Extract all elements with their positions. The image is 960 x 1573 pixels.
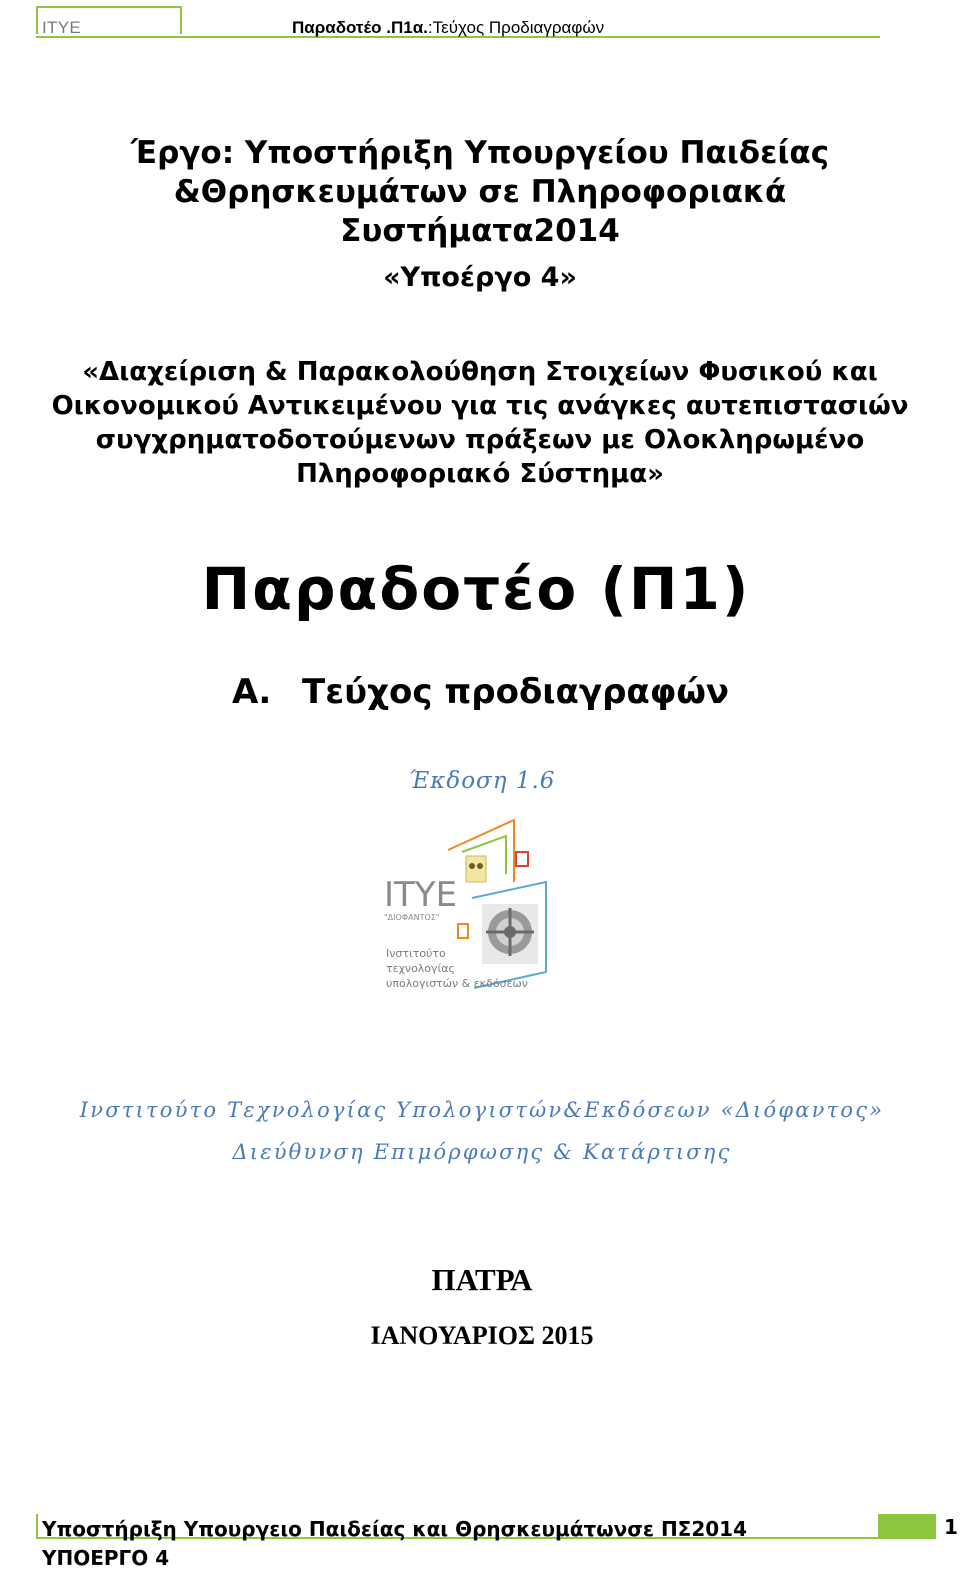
header-deliverable-code: Παραδοτέο .Π1α.	[292, 18, 428, 37]
logo-text-line: Ινστιτούτο	[386, 947, 446, 960]
logo-subname: "ΔΙΟΦΑΝΤΟΣ"	[384, 913, 440, 922]
header-deliverable-title: :Τεύχος Προδιαγραφών	[427, 18, 605, 37]
version-label: Έκδοση 1.6	[408, 768, 556, 794]
footer-accent-box	[878, 1514, 936, 1538]
footer-line: Υποστήριξη Υπουργειο Παιδείας και Θρησκευμάτωνσε ΠΣ2014	[42, 1517, 748, 1541]
deliverable-title: Παραδοτέο (Π1)	[201, 555, 751, 623]
footer-left-rule	[36, 1514, 38, 1538]
logo-text-line: υπολογιστών & εκδόσεων	[386, 977, 528, 990]
project-title-line: &Θρησκευμάτων σε Πληροφοριακά	[173, 174, 787, 210]
institute-name: Ινστιτούτο Τεχνολογίας Υπολογιστών&Εκδόσεων «Διόφαντος»	[79, 1098, 885, 1122]
project-title-line: Έργο: Υποστήριξη Υπουργείου Παιδείας	[130, 135, 830, 171]
header-left-text: ITYE	[42, 18, 81, 37]
directorate-name: Διεύθυνση Επιμόρφωσης & Κατάρτισης	[232, 1140, 732, 1164]
logo-name: ITYE	[384, 875, 458, 915]
section-heading	[232, 672, 729, 712]
project-description	[30, 355, 930, 491]
header-right-text	[292, 18, 604, 38]
place-label: ΠΑΤΡΑ	[431, 1262, 533, 1297]
footer-text	[42, 1515, 747, 1573]
section-title: Τεύχος προδιαγραφών	[302, 672, 730, 712]
subproject-title: «Υποέργο 4»	[383, 262, 577, 293]
project-description-line: «Διαχείριση & Παρακολούθηση Στοιχείων Φυσικού και	[82, 357, 878, 387]
project-description-line: Οικονομικού Αντικειμένου για τις ανάγκες αυτεπιστασιών	[51, 391, 909, 421]
project-description-line: Πληροφοριακό Σύστημα»	[296, 459, 664, 489]
date-label: ΙΑΝΟΥΑΡΙΟΣ 2015	[370, 1321, 594, 1350]
project-description-line: συγχρηματοδοτούμενων πράξεων με Ολοκληρωμένο	[95, 425, 865, 455]
page-number: 1	[944, 1515, 958, 1539]
section-letter: Α.	[232, 672, 272, 712]
logo-text-line: τεχνολογίας	[386, 962, 455, 975]
project-title-line: Συστήματα2014	[340, 213, 620, 249]
project-title	[40, 134, 920, 251]
footer-line: ΥΠΟΕΡΓΟ 4	[42, 1546, 170, 1570]
itye-diophantus-logo-icon	[366, 812, 552, 1004]
